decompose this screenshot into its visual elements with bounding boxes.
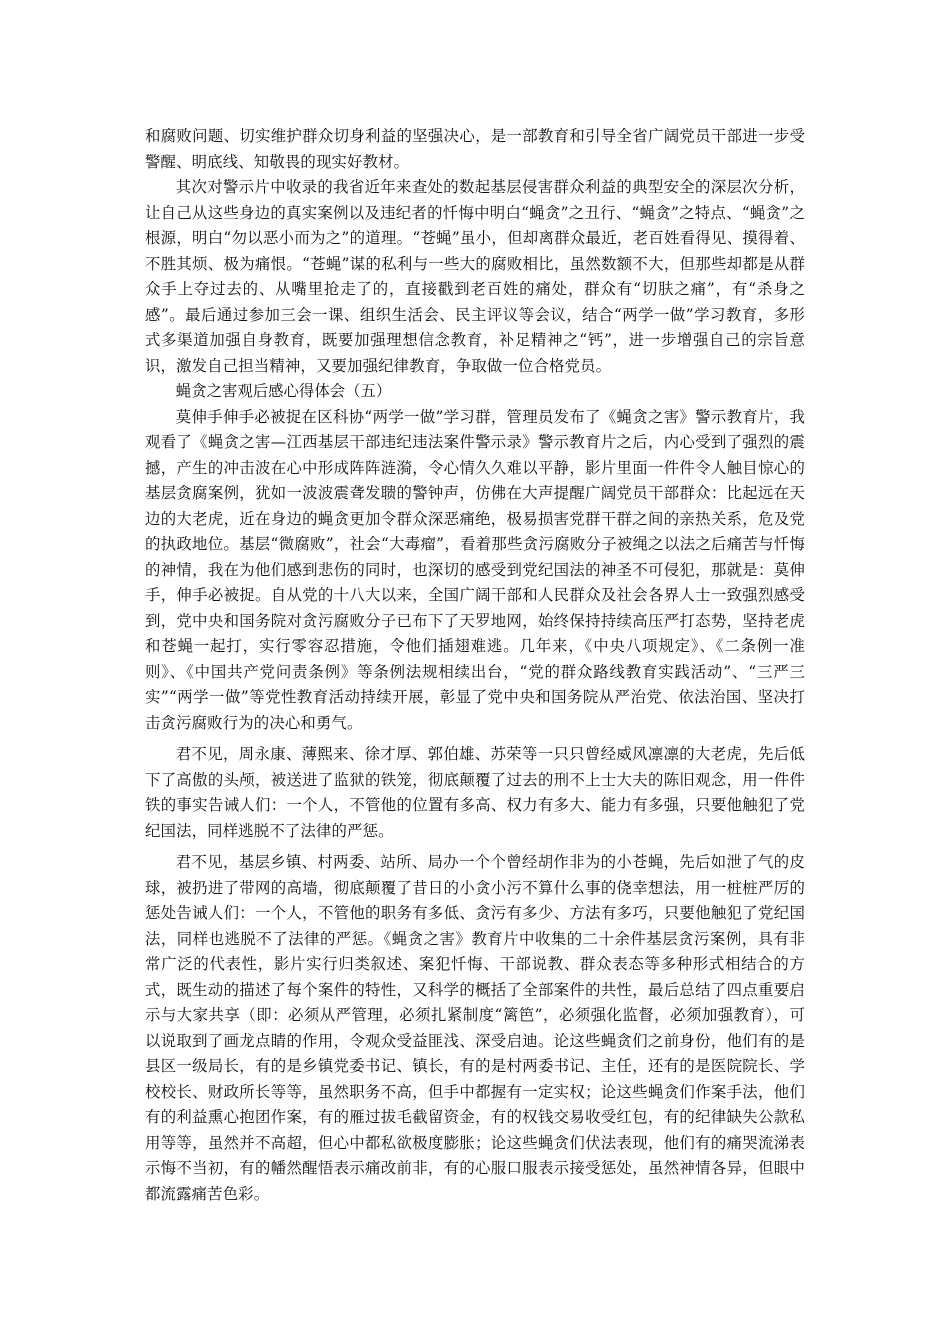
section-paragraph-3: 君不见，基层乡镇、村两委、站所、局办一个个曾经胡作非为的小苍蝇，先后如泄了气的皮球，被扔进了带网的高墙，彻底颠覆了昔日的小贪小污不算什么事的侥幸想法，用一桩桩严厉的惩处告诫人们：一个人，不管他的职务有多低、贪污有多少、方法有多巧，只要他触犯了党纪国法，同样也逃脱不了法律的严惩。《蝇贪之害》教育片中收集的二十余件基层贪污案例，具有非常广泛的代表性，影片实行归类叙述、案犯忏悔、干部说教、群众表态等多种形式相结合的方式，既生动的描述了每个案件的特性，又科学的概括了全部案件的共性，最后总结了四点重要启示与大家共享（即：必须从严管理，必须扎紧制度“篱笆”，必须强化监督，必须加强教育），可以说取到了画龙点睛的作用，令观众受益匪浅、深受启迪。论这些蝇贪们之前身份，他们有的是县区一级局长，有的是乡镇党委书记、镇长，有的是村两委书记、主任，还有的是医院院长、学校校长、财政所长等等，虽然职务不高，但手中都握有一定实权；论这些蝇贪们作案手法，他们有的利益熏心抱团作案，有的雁过拔毛截留资金，有的权钱交易收受红包，有的纪律缺失公款私用等等，虽然并不高超，但心中都私欲极度膨胀；论这些蝇贪们伏法表现，他们有的痛哭流涕表示悔不当初，有的幡然醒悟表示痛改前非，有的心服口服表示接受惩处，虽然神情各异，但眼中都流露痛苦色彩。 — [145, 853, 805, 1203]
body-paragraph-2: 其次对警示片中收录的我省近年来查处的数起基层侵害群众利益的典型安全的深层次分析，让自己从这些身边的真实案例以及违纪者的忏悔中明白“蝇贪”之丑行、“蝇贪”之特点、“蝇贪”之根源，明白“勿以恶小而为之”的道理。“苍蝇”虽小，但却离群众最近，老百姓看得见、摸得着、不胜其烦、极为痛恨。“苍蝇”谋的私利与一些大的腐败相比，虽然数额不大，但那些却都是从群众手上夺过去的、从嘴里抢走了的，直接戳到老百姓的痛处，群众有“切肤之痛”，有“杀身之感”。最后通过参加三会一课、组织生活会、民主评议等会议，结合“两学一做”学习教育，多形式多渠道加强自身教育，既要加强理想信念教育，补足精神之“钙”，进一步增强自己的宗旨意识，激发自己担当精神，又要加强纪律教育，争取做一位合格党员。 — [145, 178, 805, 375]
section-paragraph-1: 莫伸手伸手必被捉在区科协“两学一做”学习群，管理员发布了《蝇贪之害》警示教育片，我观看了《蝇贪之害—江西基层干部违纪违法案件警示录》警示教育片之后，内心受到了强烈的震撼，产生的冲击波在心中形成阵阵涟漪，令心情久久难以平静，影片里面一件件令人触目惊心的基层贪腐案例，犹如一波波震聋发聩的警钟声，仿佛在大声提醒广阔党员干部群众：比起远在天边的大老虎，近在身边的蝇贪更加令群众深恶痛绝，极易损害党群干群之间的亲热关系，危及党的执政地位。基层“微腐败”，社会“大毒瘤”，看着那些贪污腐败分子被绳之以法之后痛苦与忏悔的神情，我在为他们感到悲伤的同时，也深切的感受到党纪国法的神圣不可侵犯，那就是：莫伸手，伸手必被捉。自从党的十八大以来，全国广阔干部和人民群众及社会各界人士一致强烈感受到，党中央和国务院对贪污腐败分子已布下了天罗地网，始终保持持续高压严打态势，坚持老虎和苍蝇一起打，实行零容忍措施，令他们插翅难逃。几年来，《中央八项规定》、《二条例一准则》、《中国共产党问责条例》等条例法规相续出台，“党的群众路线教育实践活动”、“三严三实”“两学一做”等党性教育活动持续开展，彰显了党中央和国务院从严治党、依法治国、坚决打击贪污腐败行为的决心和勇气。 — [145, 407, 805, 732]
section-title: 蝇贪之害观后感心得体会（五） — [175, 382, 392, 400]
document-page — [145, 124, 805, 1207]
body-paragraph-1: 和腐败问题、切实维护群众切身利益的坚强决心，是一部教育和引导全省广阔党员干部进一步受警醒、明底线、知敬畏的现实好教材。 — [145, 127, 805, 171]
section-paragraph-2: 君不见，周永康、薄熙来、徐才厚、郭伯雄、苏荣等一只只曾经威风凛凛的大老虎，先后低下了高傲的头颅，被送进了监狱的铁笼，彻底颠覆了过去的刑不上士大夫的陈旧观念，用一件件铁的事实告诫人们：一个人，不管他的位置有多高、权力有多大、能力有多强，只要他触犯了党纪国法，同样逃脱不了法律的严惩。 — [145, 745, 805, 840]
